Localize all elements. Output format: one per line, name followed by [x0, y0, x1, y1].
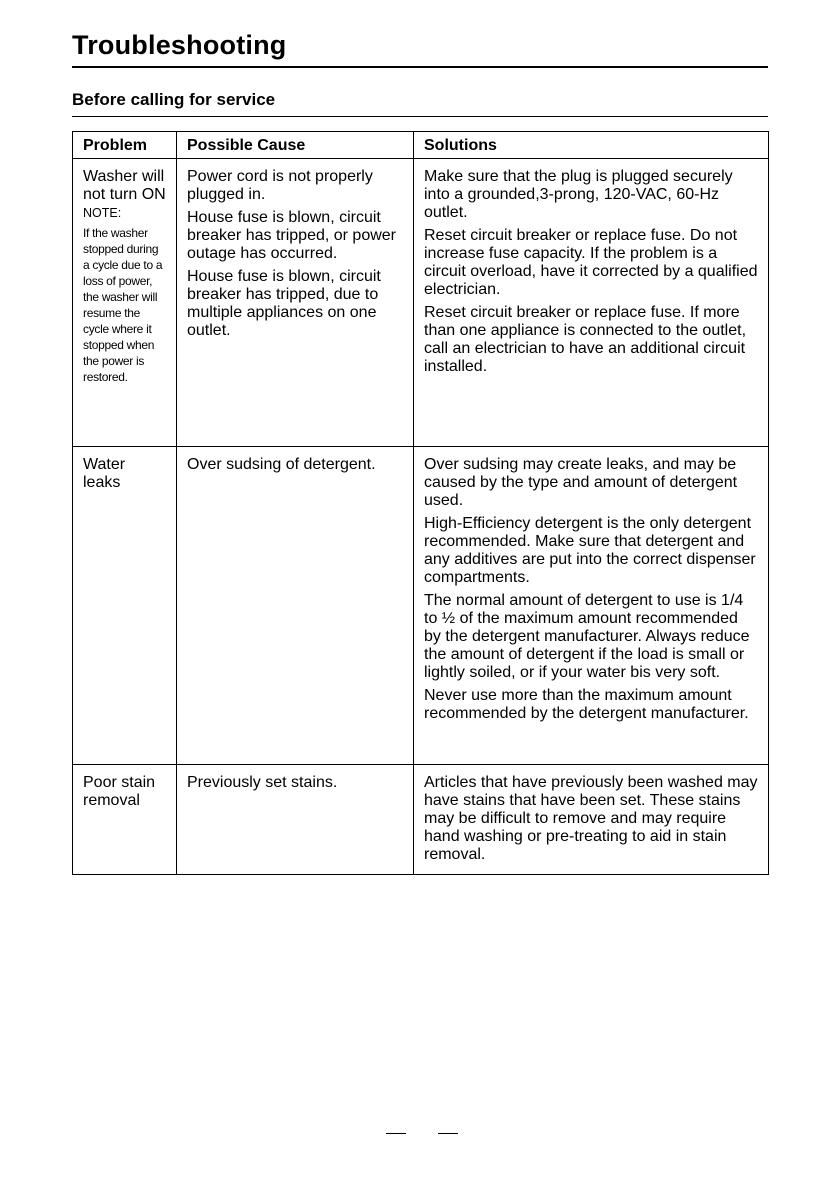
table-header-row	[73, 132, 769, 159]
problem-text: Poor stain removal	[83, 774, 156, 809]
solution-cell	[414, 159, 769, 447]
solution-text: Over sudsing may create leaks, and may be caused by the type and amount of detergent used.	[424, 456, 738, 509]
solution-text: High-Efficiency detergent is the only detergent recommended. Make sure that detergent and any additives are put into the correct dispenser compartments.	[424, 515, 756, 586]
problem-text: Washer will not turn ON	[83, 168, 166, 203]
solution-text: Reset circuit breaker or replace fuse. If more than one appliance is connected to the outlet, call an electrician to have an additional circuit installed.	[424, 304, 747, 375]
solution-text: Reset circuit breaker or replace fuse. Do not increase fuse capacity. If the problem is a circuit overload, have it corrected by a qualified electrician.	[424, 227, 758, 298]
solution-text: Articles that have previously been washed may have stains that have been set. These stains may be difficult to remove and may require hand washing or pre-treating to aid in stain removal.	[424, 774, 758, 863]
section-heading: Before calling for service	[72, 90, 276, 109]
cause-text: Over sudsing of detergent.	[187, 456, 376, 473]
title-divider	[72, 66, 768, 68]
problem-cell	[73, 159, 177, 447]
column-header-possible-cause: Possible Cause	[177, 132, 414, 159]
cause-cell	[177, 765, 414, 875]
column-header-solutions: Solutions	[414, 132, 769, 159]
cause-cell	[177, 159, 414, 447]
problem-text: Water leaks	[83, 456, 126, 491]
cause-text: House fuse is blown, circuit breaker has tripped, or power outage has occurred.	[187, 209, 396, 262]
footer-dash-right	[438, 1133, 458, 1134]
page-footer	[0, 1125, 839, 1137]
cause-text: Power cord is not properly plugged in.	[187, 168, 373, 203]
table-row	[73, 765, 769, 875]
problem-cell	[73, 447, 177, 765]
section-divider	[72, 116, 768, 117]
cause-text: House fuse is blown, circuit breaker has tripped, due to multiple appliances on one outlet.	[187, 268, 381, 339]
solution-text: Never use more than the maximum amount recommended by the detergent manufacturer.	[424, 687, 749, 722]
table-row	[73, 159, 769, 447]
column-header-problem: Problem	[73, 132, 177, 159]
troubleshooting-table	[72, 131, 769, 875]
cause-cell	[177, 447, 414, 765]
solution-text: The normal amount of detergent to use is 1/4 to ½ of the maximum amount recommended by the detergent manufacturer. Always reduce the amount of detergent if the load is small or lightly soiled, or if your water bis very soft.	[424, 592, 750, 681]
note-label: NOTE:	[83, 206, 122, 220]
solution-cell	[414, 765, 769, 875]
solution-cell	[414, 447, 769, 765]
footer-dash-left	[386, 1133, 406, 1134]
page-title: Troubleshooting	[72, 30, 287, 60]
table-row	[73, 447, 769, 765]
cause-text: Previously set stains.	[187, 774, 338, 791]
solution-text: Make sure that the plug is plugged securely into a grounded,3-prong, 120-VAC, 60-Hz outlet.	[424, 168, 733, 221]
problem-cell	[73, 765, 177, 875]
note-text: If the washer stopped during a cycle due to a loss of power, the washer will resume the cycle where it stopped when the power is restored.	[83, 226, 163, 384]
